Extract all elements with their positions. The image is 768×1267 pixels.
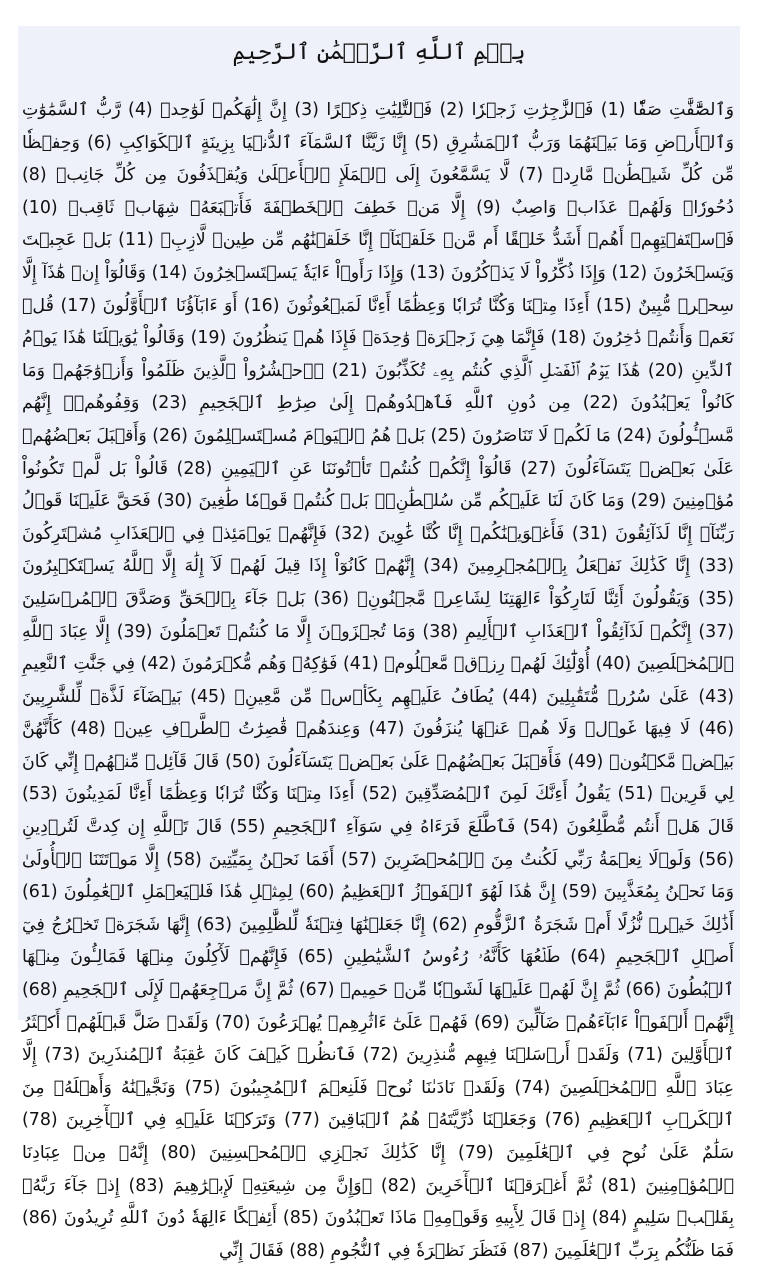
verse-number: (27) bbox=[520, 458, 557, 479]
verse-number: (36) bbox=[313, 588, 350, 609]
verse-text: ۞وَإِنَّ مِن شِيعَتِهِۦ لَإِبۡرَٰهِيمَ bbox=[172, 1175, 373, 1196]
verse-number: (37) bbox=[698, 621, 735, 642]
verse bbox=[215, 1013, 468, 1033]
verse-number: (32) bbox=[334, 523, 371, 544]
verse-text: وَلَقَدۡ ضَلَّ قَبۡلَهُمۡ أَكۡثَرُ ٱلۡأَوَّلِينَ bbox=[22, 1012, 735, 1066]
verse bbox=[432, 915, 734, 935]
verse-text: وَيَقُولُونَ أَئِنَّا لَتَارِكُوٓاْ ءَالِهَتِنَا لِشَاعِرٖ مَّجۡنُونِۭ bbox=[357, 588, 691, 609]
verse bbox=[22, 784, 355, 804]
verse bbox=[523, 817, 734, 837]
verse-number: (38) bbox=[422, 621, 459, 642]
verse-number: (48) bbox=[70, 719, 106, 740]
verse-number: (29) bbox=[630, 491, 667, 512]
verse-text: إِلَّا عِبَادَ ٱللَّهِ ٱلۡمُخۡلَصِينَ bbox=[22, 1045, 735, 1098]
verse-number: (53) bbox=[22, 784, 58, 805]
verse bbox=[369, 719, 690, 739]
verse-text: وَأَقۡبَلَ بَعۡضُهُمۡ عَلَىٰ بَعۡضٖ يَتَسَآءَلُونَ bbox=[22, 425, 735, 479]
verse bbox=[157, 491, 625, 511]
basmala-text: بِسۡمِ ٱللَّهِ ٱلرَّحۡمَٰنِ ٱلرَّحِيمِ bbox=[232, 39, 526, 65]
verse-number: (87) bbox=[512, 1240, 549, 1261]
verse-number: (46) bbox=[698, 719, 735, 740]
verse-text: وَإِذَا رَأَوۡاْ ءَايَةٗ يَسۡتَسۡخِرُونَ bbox=[193, 262, 404, 283]
verse-number: (33) bbox=[698, 556, 735, 577]
verse-number: (75) bbox=[184, 1077, 221, 1098]
verse-text: قَالَ تَٱللَّهِ إِن كِدتَّ لَتُرۡدِينِ bbox=[22, 817, 223, 838]
verse-number: (39) bbox=[116, 621, 153, 642]
verse-number: (66) bbox=[625, 980, 662, 1001]
verse-text: وَجَعَلۡنَا ذُرِّيَّتَهُۥ هُمُ ٱلۡبَاقِينَ bbox=[327, 1110, 537, 1131]
verse-text: دُحُورٗاۖ وَلَهُمۡ عَذَابٞ وَاصِبٌ bbox=[511, 197, 735, 218]
verse-text: أَذَٰلِكَ خَيۡرٞ نُّزُلًا أَمۡ شَجَرَةُ ٱلزَّقُّومِ bbox=[474, 914, 734, 935]
verse-number: (59) bbox=[561, 882, 598, 903]
verse bbox=[244, 296, 590, 316]
verse-number: (35) bbox=[698, 588, 734, 609]
verse-number: (49) bbox=[567, 751, 604, 772]
verse-number: (13) bbox=[409, 262, 446, 283]
verse-text: مِن دُونِ ٱللَّهِ فَٱهۡدُوهُمۡ إِلَىٰ صِرَٰطِ ٱلۡجَحِيمِ bbox=[199, 393, 571, 414]
verse bbox=[22, 1208, 277, 1228]
verse-paragraph bbox=[18, 92, 740, 1267]
verse-number: (88) bbox=[289, 1240, 325, 1261]
verse-text: إِذۡ جَآءَ رَبَّهُۥ بِقَلۡبٖ سَلِيمٍ bbox=[22, 1175, 735, 1229]
verse-number: (12) bbox=[611, 262, 648, 283]
verse-number: (8) bbox=[22, 165, 47, 186]
verse-text: فَٱلزَّٰجِرَٰتِ زَجۡرٗا bbox=[471, 100, 594, 120]
verse-number: (43) bbox=[698, 686, 735, 707]
verse-text: إِلَّا عِبَادَ ٱللَّهِ ٱلۡمُخۡلَصِينَ bbox=[22, 621, 734, 675]
verse bbox=[22, 882, 293, 902]
verse bbox=[185, 1078, 506, 1098]
verse-number: (21) bbox=[331, 360, 368, 381]
verse-number: (15) bbox=[595, 295, 632, 316]
verse-number: (70) bbox=[214, 1012, 251, 1033]
verse-text: عَلَىٰ سُرُرٖ مُّتَقَٰبِلِينَ bbox=[546, 686, 690, 707]
verse bbox=[219, 1241, 284, 1261]
verse-text: لَّا يَسَّمَّعُونَ إِلَى ٱلۡمَلَإِ ٱلۡأَعۡلَىٰ وَيُقۡذَفُونَ مِن كُلِّ جَانِبٖ bbox=[56, 165, 510, 186]
verse-text: قَالَ هَلۡ أَنتُم مُّطَّلِعُونَ bbox=[566, 817, 734, 838]
verse-number: (63) bbox=[196, 914, 233, 935]
verse-number: (41) bbox=[342, 654, 379, 675]
verse bbox=[283, 1208, 586, 1228]
verse bbox=[363, 1045, 620, 1065]
verse-text: قَالُواْ بَل لَّمۡ تَكُونُواْ مُؤۡمِنِينَ bbox=[22, 458, 735, 512]
verse-text: يُطَافُ عَلَيۡهِم بِكَأۡسٖ مِّن مَّعِينِۭ bbox=[234, 686, 494, 707]
verse-text: بَيۡضَآءَ لَذَّةٖ لِّلشَّٰرِبِينَ bbox=[22, 686, 182, 707]
verse-number: (44) bbox=[501, 686, 538, 707]
verse-number: (11) bbox=[118, 230, 154, 251]
verse bbox=[22, 980, 293, 1000]
verse-text: لَا فِيهَا غَوۡلٞ وَلَا هُمۡ عَنۡهَا يُنزَفُونَ bbox=[412, 719, 690, 740]
verse-text: بَلۡ هُمُ ٱلۡيَوۡمَ مُسۡتَسۡلِمُونَ bbox=[193, 425, 425, 446]
verse-text: إِذۡ قَالَ لِأَبِيهِ وَقَوۡمِهِۦ مَاذَا تَعۡبُدُونَ bbox=[324, 1208, 586, 1229]
verse-text: أَوَ ءَابَآؤُنَا ٱلۡأَوَّلُونَ bbox=[102, 295, 238, 316]
verse-text: فَٱنظُرۡ كَيۡفَ كَانَ عَٰقِبَةُ ٱلۡمُنذَرِينَ bbox=[87, 1045, 356, 1066]
verse-text: فَأَقۡبَلَ بَعۡضُهُمۡ عَلَىٰ بَعۡضٖ يَتَسَآءَلُونَ bbox=[266, 751, 562, 772]
verse-text: فَإِنَّهُمۡ لَأٓكِلُونَ مِنۡهَا فَمَالِـُٔونَ مِنۡهَا ٱلۡبُطُونَ bbox=[22, 947, 734, 1001]
verse-number: (5) bbox=[414, 132, 439, 153]
verse-text: إِنَّهَا شَجَرَةٞ تَخۡرُجُ فِيٓ أَصۡلِ ٱلۡجَحِيمِ bbox=[22, 914, 735, 968]
verse-text: طَلۡعُهَا كَأَنَّهُۥ رُءُوسُ ٱلشَّيَٰطِينِ bbox=[343, 947, 561, 968]
verse-number: (22) bbox=[582, 393, 619, 414]
verse bbox=[422, 622, 691, 642]
verse-number: (79) bbox=[457, 1143, 494, 1163]
verse bbox=[502, 687, 690, 707]
verse bbox=[476, 198, 734, 218]
verse bbox=[70, 719, 360, 739]
verse bbox=[196, 915, 425, 935]
verse-number: (7) bbox=[518, 165, 544, 186]
verse-text: فَٱلتَّٰلِيَٰتِ ذِكۡرًا bbox=[326, 100, 433, 120]
verse-text: إِنَّهُۥ مِنۡ عِبَادِنَا ٱلۡمُؤۡمِنِينَ bbox=[22, 1143, 735, 1196]
verse bbox=[362, 784, 610, 804]
verse-number: (71) bbox=[627, 1045, 663, 1066]
verse-text: وَٱلصَّٰٓفَّٰتِ صَفّٗا bbox=[632, 100, 734, 120]
verse-text: إِنَّا كَذَٰلِكَ نَفۡعَلُ بِٱلۡمُجۡرِمِينَ bbox=[467, 556, 691, 577]
verse-text: فَٱطَّلَعَ فَرَءَاهُ فِي سَوَآءِ ٱلۡجَحِيمِ bbox=[272, 817, 516, 838]
verse bbox=[191, 328, 545, 348]
verse-number: (61) bbox=[22, 882, 58, 903]
verse-number: (24) bbox=[616, 425, 653, 446]
verse bbox=[60, 296, 237, 316]
verse bbox=[440, 100, 594, 120]
verse-text: وَإِذَا ذُكِّرُواْ لَا يَذۡكُرُونَ bbox=[450, 262, 606, 283]
verse bbox=[431, 426, 611, 446]
verse-number: (82) bbox=[380, 1175, 417, 1196]
verse-number: (28) bbox=[176, 458, 213, 479]
verse-number: (26) bbox=[152, 425, 188, 446]
verse-text: أَءِذَا مِتۡنَا وَكُنَّا تُرَابٗا وَعِظَٰمًا أَءِنَّا لَمَبۡعُوثُونَ bbox=[286, 295, 590, 316]
verse-text: فَهُمۡ عَلَىٰٓ ءَاثَٰرِهِمۡ يُهۡرَعُونَ bbox=[256, 1012, 468, 1033]
verse-number: (73) bbox=[44, 1045, 81, 1066]
verse-number: (65) bbox=[297, 947, 334, 968]
verse-text: ثُمَّ إِنَّ لَهُمۡ عَلَيۡهَا لَشَوۡبٗا مِّنۡ حَمِيمٖ bbox=[340, 980, 620, 1001]
verse-number: (60) bbox=[298, 882, 335, 903]
verse-text: وَحِفۡظٗا مِّن كُلِّ شَيۡطَٰنٖ مَّارِدٖ bbox=[22, 132, 734, 186]
verse-number: (76) bbox=[544, 1110, 581, 1131]
verse bbox=[225, 752, 562, 772]
verse-text: وَمَا تُجۡزَوۡنَ إِلَّا مَا كُنتُمۡ تَعۡمَلُونَ bbox=[159, 621, 416, 642]
verse-number: (23) bbox=[151, 393, 188, 414]
verse-number: (18) bbox=[550, 328, 587, 349]
verse-number: (54) bbox=[522, 817, 559, 838]
verse-text: ثُمَّ إِنَّ مَرۡجِعَهُمۡ لَإِلَى ٱلۡجَحِيمِ bbox=[63, 980, 294, 1001]
verse-text: إِنَّا زَيَّنَّا ٱلسَّمَآءَ ٱلدُّنۡيَا بِزِينَةٍ ٱلۡكَوَاكِبِ bbox=[118, 132, 408, 153]
verse bbox=[294, 100, 432, 120]
verse bbox=[601, 100, 734, 120]
verse-number: (2) bbox=[439, 100, 465, 120]
basmala-header bbox=[18, 26, 740, 78]
verse-number: (4) bbox=[128, 100, 153, 120]
verse-number: (72) bbox=[362, 1045, 399, 1066]
verse bbox=[289, 1241, 507, 1261]
verse-text: وَلَوۡلَا نِعۡمَةُ رَبِّي لَكُنتُ مِنَ ٱلۡمُحۡضَرِينَ bbox=[383, 849, 692, 870]
verse bbox=[334, 524, 564, 544]
verse-text: هَٰذَا يَوۡمُ ٱلۡفَصۡلِ ٱلَّذِي كُنتُم بِهِۦ تُكَذِّبُونَ bbox=[375, 360, 641, 381]
verse bbox=[22, 165, 509, 185]
verse-number: (62) bbox=[431, 914, 468, 935]
verse-text: فَٱسۡتَفۡتِهِمۡ أَهُمۡ أَشَدُّ خَلۡقًا أَم مَّنۡ خَلَقۡنَآۚ إِنَّا خَلَقۡنَٰهُم مِّن طِينٖ لَّازِبِۭ bbox=[160, 230, 735, 251]
verse-number: (57) bbox=[341, 849, 377, 870]
verse bbox=[381, 1176, 592, 1196]
verse-number: (68) bbox=[22, 980, 58, 1001]
verse bbox=[161, 1143, 446, 1163]
verse-number: (30) bbox=[156, 491, 193, 512]
verse-text: وَتَرَكۡنَا عَلَيۡهِ فِي ٱلۡأٓخِرِينَ bbox=[65, 1110, 276, 1131]
verse-number: (56) bbox=[698, 849, 735, 870]
verse-number: (67) bbox=[298, 980, 335, 1001]
verse-text: فَقَالَ إِنِّي bbox=[219, 1240, 284, 1261]
verse-text: إِنَّهُمۡ كَانُوٓاْ إِذَا قِيلَ لَهُمۡ لَآ إِلَٰهَ إِلَّا ٱللَّهُ يَسۡتَكۡبِرُونَ bbox=[22, 556, 415, 577]
verse-text: فَأَغۡوَيۡنَٰكُمۡ إِنَّا كُنَّا غَٰوِينَ bbox=[377, 523, 565, 544]
verse bbox=[299, 882, 556, 902]
verse bbox=[343, 654, 590, 674]
verse-number: (34) bbox=[423, 556, 459, 577]
verse-text: إِنَّ إِلَٰهَكُمۡ لَوَٰحِدٞ bbox=[160, 100, 287, 120]
verse-text: وَقَالُواْ يَٰوَيۡلَنَا هَٰذَا يَوۡمُ ٱلدِّينِ bbox=[22, 328, 735, 381]
verse-number: (47) bbox=[368, 719, 405, 740]
verse-text: وَلَقَدۡ نَادَىٰنَا نُوحٞ فَلَنِعۡمَ ٱلۡمُجِيبُونَ bbox=[229, 1077, 506, 1098]
verse-number: (74) bbox=[514, 1077, 551, 1098]
verse bbox=[22, 1110, 276, 1130]
verse bbox=[22, 198, 466, 218]
verse-number: (20) bbox=[647, 360, 684, 381]
verse-number: (81) bbox=[600, 1175, 637, 1196]
verse-text: كَأَنَّهُنَّ بَيۡضٞ مَّكۡنُونٞ bbox=[22, 719, 734, 772]
verse-text: ۞ٱحۡشُرُواْ ٱلَّذِينَ ظَلَمُواْ وَأَزۡوَٰجَهُمۡ وَمَا كَانُواْ يَعۡبُدُونَ bbox=[22, 360, 735, 414]
verse-text: قَالُوٓاْ إِنَّكُمۡ كُنتُمۡ تَأۡتُونَنَا عَنِ ٱلۡيَمِينِ bbox=[220, 458, 512, 479]
verse-text: فَمَا ظَنُّكُم بِرَبِّ ٱلۡعَٰلَمِينَ bbox=[554, 1240, 734, 1261]
verse-text: وَلَقَدۡ أَرۡسَلۡنَا فِيهِم مُّنذِرِينَ bbox=[406, 1045, 620, 1066]
verse-text: بَلۡ جَآءَ بِٱلۡحَقِّ وَصَدَّقَ ٱلۡمُرۡسَلِينَ bbox=[22, 588, 306, 609]
verse-number: (86) bbox=[22, 1208, 58, 1229]
verse-text: فَحَقَّ عَلَيۡنَا قَوۡلُ رَبِّنَآۖ إِنَّا لَذَآئِقُونَ bbox=[22, 491, 735, 544]
verse bbox=[152, 426, 425, 446]
verse-number: (14) bbox=[151, 262, 188, 283]
verse bbox=[190, 687, 493, 707]
verse-text: بَلۡ عَجِبۡتَ وَيَسۡخَرُونَ bbox=[22, 230, 735, 283]
verse bbox=[128, 1176, 372, 1196]
verse bbox=[152, 263, 404, 283]
verse-text: وَمَا كَانَ لَنَا عَلَيۡكُم مِّن سُلۡطَٰنِۭۖ بَلۡ كُنتُمۡ قَوۡمٗا طَٰغِينَ bbox=[198, 491, 625, 512]
verse bbox=[332, 361, 641, 381]
verse-number: (42) bbox=[140, 654, 177, 675]
verse bbox=[298, 947, 561, 967]
verse-text: فَنَظَرَ نَظۡرَةٗ فِي ٱلنُّجُومِ bbox=[330, 1240, 508, 1261]
verse-text: وَنَجَّيۡنَٰهُ وَأَهۡلَهُۥ مِنَ ٱلۡكَرۡبِ ٱلۡعَظِيمِ bbox=[22, 1077, 735, 1131]
verse-number: (17) bbox=[60, 295, 97, 316]
verse-number: (6) bbox=[87, 132, 112, 153]
verse-text: يَقُولُ أَءِنَّكَ لَمِنَ ٱلۡمُصَدِّقِينَ bbox=[404, 784, 611, 805]
verse-number: (83) bbox=[128, 1175, 165, 1196]
verse-number: (69) bbox=[473, 1012, 510, 1033]
verse-number: (52) bbox=[361, 784, 398, 805]
verse-number: (3) bbox=[294, 100, 319, 120]
verse-text: لِمِثۡلِ هَٰذَا فَلۡيَعۡمَلِ ٱلۡعَٰمِلُونَ bbox=[63, 882, 293, 903]
verse-text: فَإِنَّهُمۡ يَوۡمَئِذٖ فِي ٱلۡعَذَابِ مُشۡتَرِكُونَ bbox=[22, 523, 327, 544]
verse bbox=[117, 622, 416, 642]
verse bbox=[341, 850, 692, 870]
verse-number: (16) bbox=[243, 295, 280, 316]
verse-text: فَوَٰكِهُۖ وَهُم مُّكۡرَمُونَ bbox=[181, 654, 338, 675]
verse-text: إِنَّ هَٰذَا لَهُوَ ٱلۡفَوۡزُ ٱلۡعَظِيمُ bbox=[340, 882, 556, 903]
verse-number: (9) bbox=[476, 197, 501, 218]
verse bbox=[118, 230, 734, 250]
verse-number: (31) bbox=[571, 523, 608, 544]
verse-number: (1) bbox=[600, 100, 626, 120]
verse bbox=[152, 393, 571, 413]
verse-text: ثُمَّ أَغۡرَقۡنَا ٱلۡأٓخَرِينَ bbox=[425, 1175, 593, 1196]
verse-number: (84) bbox=[591, 1208, 628, 1229]
verse-text: وَقِفُوهُمۡۖ إِنَّهُم مَّسۡـُٔولُونَ bbox=[22, 393, 734, 446]
mushaf-page bbox=[18, 26, 740, 1261]
verse-text: إِلَّا مَنۡ خَطِفَ ٱلۡخَطۡفَةَ فَأَتۡبَعَهُۥ شِهَابٞ ثَاقِبٞ bbox=[68, 197, 466, 218]
verse-text: أَئِفۡكًا ءَالِهَةٗ دُونَ ٱللَّهِ تُرِيدُونَ bbox=[63, 1208, 277, 1229]
verse-text: قَالَ قَآئِلٞ مِّنۡهُمۡ إِنِّي كَانَ لِي قَرِينٞ bbox=[22, 751, 734, 805]
verse bbox=[230, 817, 516, 837]
verse bbox=[458, 1143, 734, 1163]
verse bbox=[141, 654, 338, 674]
verse-number: (50) bbox=[225, 751, 261, 772]
verse-number: (45) bbox=[190, 686, 226, 707]
verse-text: أَفَمَا نَحۡنُ بِمَيِّتِينَ bbox=[208, 849, 335, 870]
verse-text: فِي جَنَّٰتِ ٱلنَّعِيمِ bbox=[22, 654, 135, 675]
verse bbox=[513, 1241, 734, 1261]
verse-text: مَا لَكُمۡ لَا تَنَاصَرُونَ bbox=[471, 425, 611, 446]
verse-text: إِنَّا كَذَٰلِكَ نَجۡزِي ٱلۡمُحۡسِنِينَ bbox=[208, 1143, 446, 1163]
verse-number: (58) bbox=[166, 849, 202, 870]
verse-number: (80) bbox=[160, 1143, 197, 1163]
verse-text: إِنَّا جَعَلۡنَٰهَا فِتۡنَةٗ لِّلظَّٰلِمِينَ bbox=[238, 914, 426, 935]
verse-number: (55) bbox=[229, 817, 266, 838]
verse-number: (51) bbox=[617, 784, 654, 805]
verse-number: (78) bbox=[22, 1110, 58, 1131]
verse-text: أَءِذَا مِتۡنَا وَكُنَّا تُرَابٗا وَعِظَٰمًا أَءِنَّا لَمَدِينُونَ bbox=[65, 784, 355, 805]
verse-number: (77) bbox=[284, 1110, 320, 1131]
verse-text: رَّبُّ ٱلسَّمَٰوَٰتِ وَٱلۡأَرۡضِ وَمَا بَيۡنَهُمَا وَرَبُّ ٱلۡمَشَٰرِقِ bbox=[22, 100, 735, 153]
verse-number: (10) bbox=[22, 197, 58, 218]
verse-text: أُوْلَٰٓئِكَ لَهُمۡ رِزۡقٞ مَّعۡلُومٞ bbox=[384, 654, 590, 675]
verse bbox=[177, 459, 512, 479]
verse-number: (25) bbox=[430, 425, 467, 446]
verse-text: إِلَّا مَوۡتَتَنَا ٱلۡأُولَىٰ وَمَا نَحۡنُ بِمُعَذَّبِينَ bbox=[22, 849, 735, 903]
verse-text: وَقَالُوٓاْ إِنۡ هَٰذَآ إِلَّا سِحۡرٞ مُّبِينٌ bbox=[22, 262, 734, 316]
verse bbox=[474, 1013, 734, 1033]
verse bbox=[313, 589, 690, 609]
verse-number: (19) bbox=[190, 328, 227, 349]
verse bbox=[284, 1110, 537, 1130]
verse bbox=[128, 100, 287, 120]
verse bbox=[87, 133, 407, 153]
verse-text: قُلۡ نَعَمۡ وَأَنتُمۡ دَٰخِرُونَ bbox=[22, 295, 734, 349]
verse bbox=[44, 1045, 355, 1065]
verse-number: (85) bbox=[282, 1208, 319, 1229]
verse-text: إِنَّهُمۡ أَلۡفَوۡاْ ءَابَآءَهُمۡ ضَآلِّينَ bbox=[515, 1012, 735, 1033]
verse-text: وَعِندَهُمۡ قَٰصِرَٰتُ ٱلطَّرۡفِ عِينٞ bbox=[114, 719, 361, 740]
verse bbox=[423, 556, 690, 576]
verse-text: سَلَٰمٌ عَلَىٰ نُوحٖ فِي ٱلۡعَٰلَمِينَ bbox=[506, 1143, 735, 1163]
verse-number: (64) bbox=[570, 947, 606, 968]
verse-body bbox=[18, 92, 740, 1261]
verse-text: فَإِنَّمَا هِيَ زَجۡرَةٞ وَٰحِدَةٞ فَإِذَا هُمۡ يَنظُرُونَ bbox=[232, 328, 545, 349]
verse bbox=[299, 980, 620, 1000]
verse-text: إِنَّكُمۡ لَذَآئِقُواْ ٱلۡعَذَابِ ٱلۡأَلِيمِ bbox=[464, 621, 692, 642]
verse-number: (40) bbox=[595, 654, 632, 675]
verse bbox=[409, 263, 605, 283]
verse bbox=[166, 850, 334, 870]
